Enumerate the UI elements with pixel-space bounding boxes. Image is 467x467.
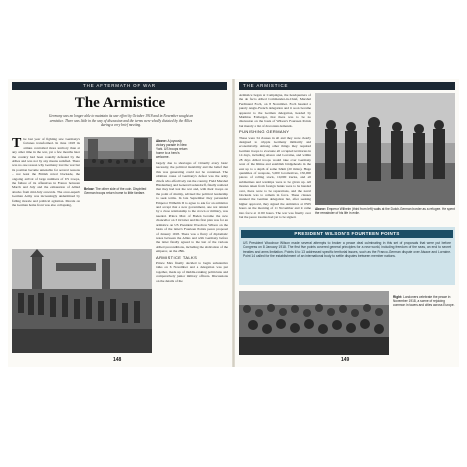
caption-wilhelm <box>315 207 455 215</box>
left-column-2 <box>156 161 228 351</box>
subhead-armistice-talks: ARMISTICE TALKS <box>156 254 198 260</box>
right-column-1 <box>239 93 311 225</box>
fourteen-points-box <box>239 227 455 285</box>
london-photo-image <box>239 291 389 355</box>
right-page <box>235 79 459 367</box>
box-text: US President Woodrow Wilson made several attempts to broker a peace deal culminating in this set of proposals that were put before Congress on 8 January 1918. The first five points covered general principles for a new world, including freedom of the seas, an end to secret treaties and arms limitation. Points 6 to 13 addressed specific territorial issues, such as the Franco-German dispute over Alsace and Lorraine. Point 14 called for the establishment of an international body to settle disputes between member nations. <box>243 241 451 258</box>
left-column-2-text2: Prince Max finally decided to begin substantive talks on 6 November and a delegation was put together, made up of middle-ranking politicians and comparatively junior military officers. Discussions on the details of the <box>156 260 228 283</box>
caption-german-troops <box>84 187 152 195</box>
subhead-punishing-germany: PUNISHING GERMANY <box>239 129 290 135</box>
left-page <box>8 79 232 367</box>
photo-victory-parade <box>84 137 152 181</box>
running-header-left: THE AFTERMATH OF WAR <box>12 82 227 90</box>
page-number-right: 149 <box>341 357 350 363</box>
photo-london-celebration <box>239 291 389 355</box>
caption-label: Above: <box>315 207 326 211</box>
drop-cap: T <box>12 137 22 151</box>
book-spread <box>8 79 459 367</box>
caption-london <box>393 295 455 307</box>
caption-label: Above: <box>156 139 167 143</box>
right-column-1-text2: These were 34 clauses in all and they were clearly designed to cripple Germany militarily and economically. Among other things they required German troops to evacuate all occupied territories in 14 days, including Alsace and Lorraine, and within 28 days Allied troops would take over Germany west of the Rhine and establish bridgeheads in the east up to a depth of some 32km (20 miles). Huge quantities of weapons, 5,000 locomotives, 150,000 pieces of rolling stock, 10,000 trucks, and all submarines and warships were to be given up. All monies taken from foreign banks were to be handed over, there were to be reparations, and the naval blockade was to remain in force. These clauses stunned the German delegation but, after seeking higher approval, they signed the Armistice at 0505 hours on the morning of 11 November and it came into force at 11:00 hours. The war was finally over but the peace treaties had yet to be signed. <box>239 135 311 219</box>
parade-photo-image <box>84 137 152 181</box>
page-title: The Armistice <box>74 95 166 111</box>
caption-text: A joyously victory parade in New York. US troops return home to a hero's welcome. <box>156 139 188 160</box>
caption-parade <box>156 139 188 159</box>
caption-text: Emperor Wilhelm (third from left) waits at the Dutch-German border as a refugee. He spent the remainder of his life in exile. <box>315 207 455 216</box>
page-number-left: 148 <box>113 357 122 363</box>
photo-wilhelm-border <box>315 93 455 205</box>
left-column-1-text: he last year of fighting saw Germany's fortunes transformed. In June 1918 its armies controlled more territory than at any other time in the war, yet a few months later the country had been roundly defeated by the Allies and was not by any means satisfied. There was no one reason why Germany lost the war but its position became untenable for several reasons – not least the British naval blockade, the ongoing arrival of large numbers of US troops, the failure of its offensives in France between March and July and the exhaustion of Allied attacks from mid-July onwards. The once-superb German Army was increasingly undermined by falling morale and political agitation. Morale on the German home front was also collapsing, <box>12 137 80 208</box>
left-column-2-text: largely due to shortages of virtually every basic necessity, the political instability and the belief that this was generating could not be contained. The ultimate cause of Germany's defeat was the army chiefs who effectively ran the country, Field Marshal Hindenburg and General Ludendorff, finally realized that they had lost the war and, with their troops on the point of mutiny, advised the political leadership to seek terms. In late September they persuaded Emperor Wilhelm II to agree to ask for an armistice and accept that a new government, one not tainted by a close relationship to the crown or military, was needed. Prince Max of Baden became the new chancellor on 3 October and his first plan was for an armistice on US President Woodrow Wilson on the basis of the latter's Fourteen Points peace proposal of January 1918. There was a flurry of diplomatic notes between the Allies and with Germany before the latter finally agreed to the last of the various Allied preconditions, including the abdication of the emperor, on the 28th. <box>156 161 228 254</box>
left-column-1 <box>12 137 80 245</box>
running-header-right: THE ARMISTICE <box>239 82 455 90</box>
box-title: PRESIDENT WILSON'S FOURTEEN POINTS <box>241 230 453 238</box>
caption-text: Londoners celebrate the peace in November 1918, a scene of rejoicing common in towns and cities across Europe. <box>393 295 455 308</box>
title-dek: Germany was no longer able to maintain its war effort by October 1918 and in November sought an armistice. There was little in the way of discussion and the terms were wholly dictated by the Allies during a very brief meeting. <box>48 114 194 128</box>
right-column-1-text: Armistice began at Compiègne, the headquarters of the de facto Allied Commander-in-Chief, Marshal Ferdinand Foch, on 8 November. Foch headed a purely Anglo-French delegation and it soon became apparent to the German delegation, headed by Matthias Erzberger, that there was to be no discussion on the basis of Wilson's Fourteen Points but merely a list of draconian demands. <box>239 93 311 128</box>
caption-text: The other side of the coin. Dispirited German troops return home to little fanfare. <box>84 187 147 196</box>
caption-label: Right: <box>393 295 403 299</box>
caption-label: Below: <box>84 187 95 191</box>
photo-german-troops <box>12 249 152 353</box>
troops-photo-image <box>12 249 152 353</box>
wilhelm-photo-image <box>315 93 455 205</box>
